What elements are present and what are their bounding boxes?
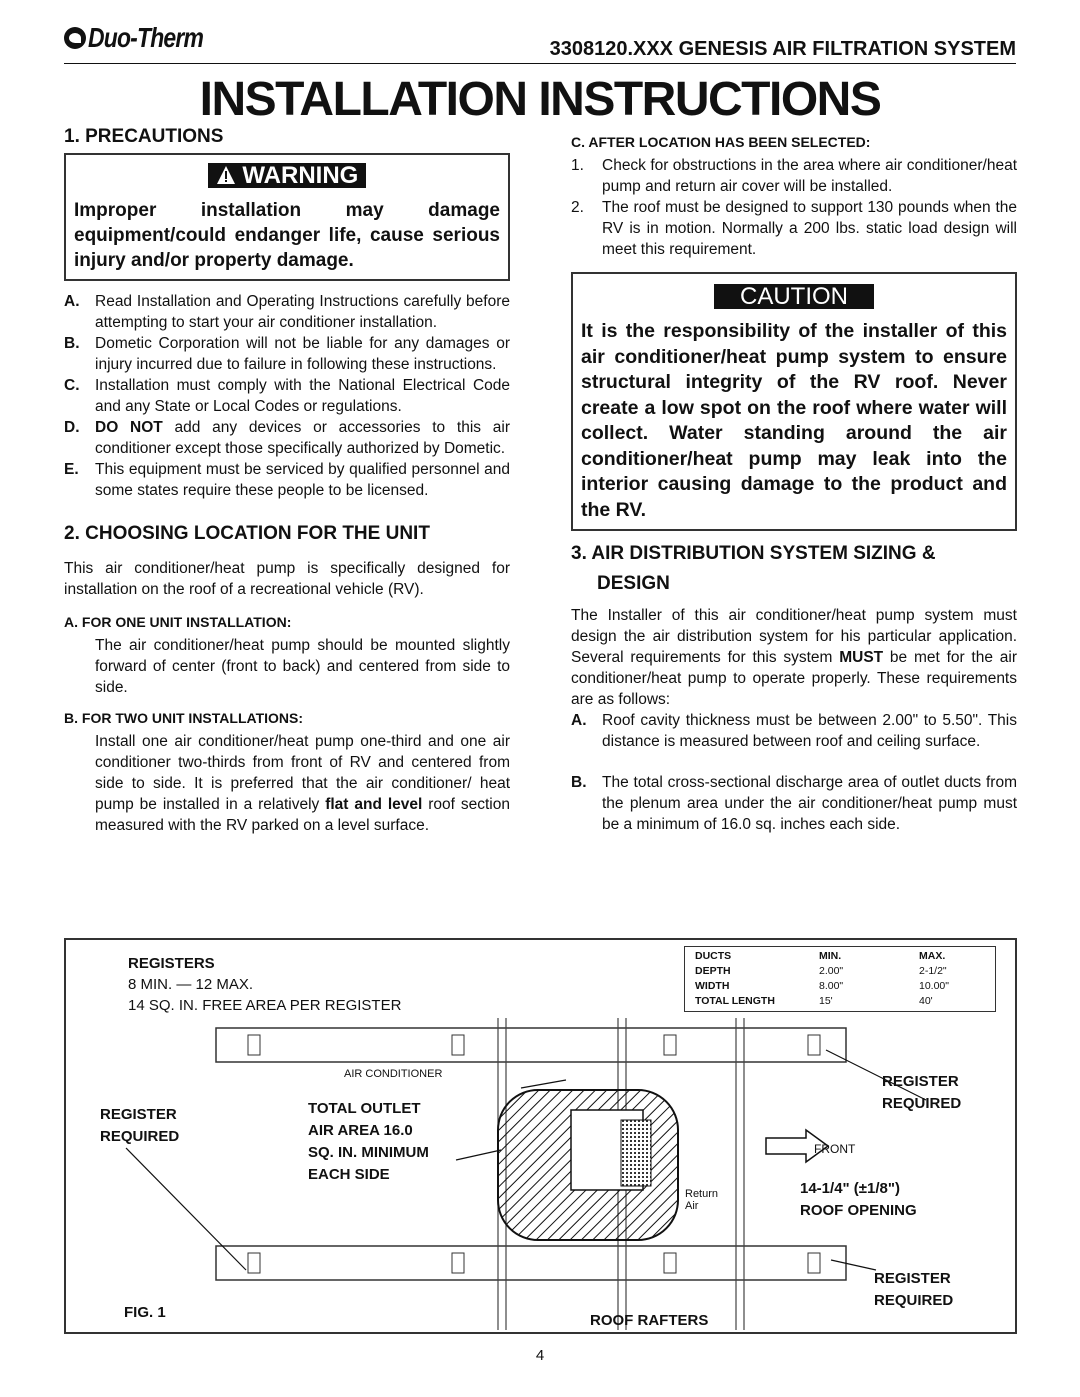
table-cell: 40': [919, 995, 933, 1007]
list-key: D.: [64, 419, 80, 436]
list-item: [571, 772, 1017, 835]
register-required-right-top-1: REGISTER: [882, 1073, 959, 1090]
list-text: Check for obstructions in the area where air conditioner/heat pump and return air cover will be installed.: [602, 157, 1017, 195]
return-air-label: [685, 1188, 718, 1212]
list-key: 1.: [571, 157, 584, 174]
warning-badge: [208, 163, 366, 188]
table-header: MAX.: [919, 950, 946, 962]
warning-text: Improper installation may damage equipment/could endanger life, cause serious injury and/or property damage.: [74, 200, 500, 271]
caution-badge: CAUTION: [714, 284, 874, 309]
table-header: MIN.: [819, 950, 842, 962]
list-text: The total cross-sectional discharge area of outlet ducts from the plenum area under the air conditioner/heat pump must be a minimum of 16.0 sq. inches each side.: [602, 774, 1017, 833]
list-item: [64, 375, 510, 417]
list-key: 2.: [571, 199, 584, 216]
list-text: This equipment must be serviced by qualified personnel and some states require these people to be licensed.: [95, 461, 510, 499]
register-required-left-2: REQUIRED: [100, 1128, 180, 1145]
table-cell: 8.00": [819, 980, 844, 992]
page-title: INSTALLATION INSTRUCTIONS: [199, 73, 881, 126]
left-column: [64, 126, 510, 836]
total-outlet-line-3: SQ. IN. MINIMUM: [308, 1144, 429, 1161]
total-outlet-line-1: TOTAL OUTLET: [308, 1100, 421, 1117]
warning-box: [64, 153, 510, 281]
table-cell: DEPTH: [695, 965, 731, 977]
table-row: [685, 994, 995, 1009]
registers-area: 14 SQ. IN. FREE AREA PER REGISTER: [128, 997, 402, 1014]
register-required-right-top-2: REQUIRED: [882, 1095, 962, 1112]
ducts-table: [684, 946, 996, 1012]
register-required-right-bottom-1: REGISTER: [874, 1270, 951, 1287]
list-key: C.: [64, 377, 80, 394]
table-row: [685, 964, 995, 979]
list-item: [571, 197, 1017, 260]
section-precautions-title: 1. PRECAUTIONS: [64, 126, 224, 147]
list-item: [64, 459, 510, 501]
return-air-line: Return: [685, 1188, 719, 1200]
duo-therm-logo: [64, 22, 228, 54]
warning-triangle-icon: [216, 165, 236, 185]
subsection-after-location-title: C. AFTER LOCATION HAS BEEN SELECTED:: [571, 134, 871, 150]
list-text: The roof must be designed to support 130 pounds when the RV is in motion. Normally a 200 lbs. static load design will meet this requirement.: [602, 199, 1017, 258]
emphasis: DO NOT: [95, 419, 163, 436]
section-location-title: 2. CHOOSING LOCATION FOR THE UNIT: [64, 523, 430, 544]
air-distribution-list: [571, 710, 1017, 835]
air-distribution-intro: [571, 605, 1017, 710]
section-air-distribution-title: [571, 539, 1017, 599]
right-column: [571, 126, 1017, 835]
table-cell: WIDTH: [695, 980, 730, 992]
subsection-two-unit-title: B. FOR TWO UNIT INSTALLATIONS:: [64, 710, 304, 726]
list-item: [571, 155, 1017, 197]
registers-title: REGISTERS: [128, 955, 215, 972]
warning-label: WARNING: [242, 162, 359, 189]
list-text: Roof cavity thickness must be between 2.00" to 5.50". This distance is measured between roof and ceiling surface.: [602, 712, 1017, 750]
logo-text: Duo-Therm: [88, 22, 204, 53]
list-text: Installation must comply with the National Electrical Code and any State or Local Codes or regulations.: [95, 377, 510, 415]
list-item: [571, 710, 1017, 752]
list-item: [64, 333, 510, 375]
figure-1: [64, 938, 1017, 1334]
caution-box: [571, 272, 1017, 531]
subsection-one-unit-text: The air conditioner/heat pump should be mounted slightly forward of center (front to back) and centered from side to side.: [95, 637, 510, 696]
front-label: FRONT: [814, 1142, 856, 1156]
precautions-list: [64, 291, 510, 501]
document-title: 3308120.XXX GENESIS AIR FILTRATION SYSTEM: [549, 38, 1016, 60]
table-cell: TOTAL LENGTH: [695, 995, 775, 1007]
register-required-left-1: REGISTER: [100, 1106, 177, 1123]
subsection-two-unit-text: [64, 731, 510, 836]
list-text-rest: add any devices or accessories to this air conditioner except those specifically authorized by Dometic.: [95, 419, 510, 457]
after-location-list: [571, 155, 1017, 260]
table-cell: 10.00": [919, 980, 950, 992]
table-header-row: [685, 949, 995, 964]
text-part: be met for the air conditioner/heat pump to operate properly. These requirements are as follows:: [571, 649, 1017, 708]
page-number: 4: [535, 1347, 545, 1364]
list-key: A.: [571, 712, 587, 729]
caution-text: It is the responsibility of the installer of this air conditioner/heat pump system to ensure structural integrity of the RV roof. Never create a low spot on the roof where water will collect. Water standing around the air conditioner/heat pump may leak into the interior causing damage to the product and the RV.: [581, 320, 1007, 521]
roof-opening-label: ROOF OPENING: [800, 1202, 917, 1219]
text-part: roof section measured with the RV parked on a level surface.: [95, 796, 510, 834]
list-item: [64, 417, 510, 459]
list-key: E.: [64, 461, 79, 478]
list-text: Read Installation and Operating Instructions carefully before attempting to start your air conditioner installation.: [95, 293, 510, 331]
header-divider: [64, 63, 1016, 64]
list-text: [95, 417, 510, 459]
registers-count: 8 MIN. — 12 MAX.: [128, 976, 254, 993]
table-cell: 15': [819, 995, 833, 1007]
roof-opening-size: 14-1/4" (±1/8"): [800, 1180, 900, 1197]
table-cell: 2-1/2": [919, 965, 947, 977]
register-required-right-bottom-2: REQUIRED: [874, 1292, 954, 1309]
list-key: B.: [571, 774, 587, 791]
table-row: [685, 979, 995, 994]
roof-rafters-label: ROOF RAFTERS: [590, 1312, 709, 1329]
subsection-one-unit-title: A. FOR ONE UNIT INSTALLATION:: [64, 614, 292, 630]
title-line: DESIGN: [597, 573, 670, 594]
air-conditioner-label: AIR CONDITIONER: [344, 1068, 443, 1080]
return-air-line: Air: [685, 1200, 699, 1212]
total-outlet-line-4: EACH SIDE: [308, 1166, 390, 1183]
list-item: [64, 291, 510, 333]
list-key: A.: [64, 293, 80, 310]
figure-label: FIG. 1: [124, 1304, 166, 1321]
logo-icon: [64, 27, 86, 49]
title-line: 3. AIR DISTRIBUTION SYSTEM SIZING &: [571, 543, 936, 564]
emphasis: MUST: [839, 649, 884, 666]
text-part: The Installer of this air conditioner/heat pump system must design the air distribution system for his particular application. Several requirements for this system: [571, 607, 1017, 666]
list-key: B.: [64, 335, 80, 352]
text-part: Install one air conditioner/heat pump one-third and one air conditioner two-thirds from front of RV and centered from side to side. It is preferred that the air conditioner/ heat pump be installed in a relatively: [95, 733, 510, 813]
table-cell: 2.00": [819, 965, 844, 977]
location-intro: This air conditioner/heat pump is specifically designed for installation on the roof of a recreational vehicle (RV).: [64, 560, 510, 598]
emphasis: flat and level: [325, 796, 423, 813]
table-header: DUCTS: [695, 950, 732, 962]
total-outlet-line-2: AIR AREA 16.0: [308, 1122, 413, 1139]
list-text: Dometic Corporation will not be liable for any damages or injury incurred due to failure in following these instructions.: [95, 335, 510, 373]
